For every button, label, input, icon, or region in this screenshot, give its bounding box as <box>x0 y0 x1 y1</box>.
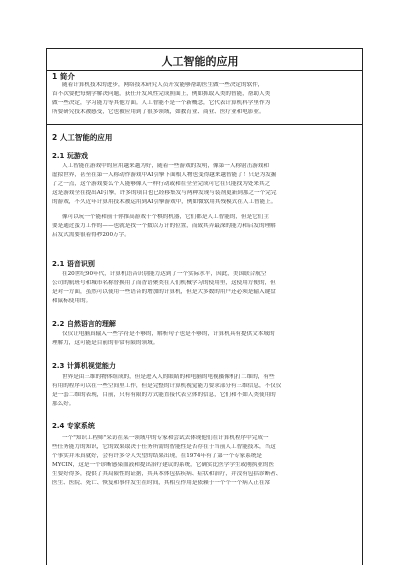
subsection-vision-heading: 2.3 计算机视觉能力 <box>52 362 116 370</box>
games-line: 像可以玩一个能和前干你推高游戏十个棋的机器，它们都是人工智能的，但是它们主 <box>62 214 269 220</box>
document-title: 人工智能的应用 <box>161 55 239 68</box>
section-1-line: 随着计算机技术的进步，网络技术研究人员开发能够帮助医生做一些决定的软件， <box>62 82 264 88</box>
subsection-speech-heading: 2.1 语音识别 <box>52 260 95 268</box>
subsection-expert-heading: 2.4 专家系统 <box>52 422 95 430</box>
games-line: 要是通过蛮力工作的——也就是找一个数以万计的位置，而致其弄最深的能力和启发的理解 <box>52 223 276 229</box>
title-rule <box>46 70 363 71</box>
expert-line: 生要好得多，提供了其局限性的证据，其具本体包括疾病、症状和治疗，并没有包括诊断者、 <box>52 471 282 477</box>
section-1-heading: 1 简介 <box>52 72 75 81</box>
expert-line: MYCIN，这是一个诊断感染血液和提出治疗建议的系统，它确实比医学学生或刚执业的医 <box>52 462 275 468</box>
section-1-line: 所要研究技术被感受，它也被应用到了很多领域，如教育业、商业、医疗业和电影业。 <box>52 109 265 115</box>
nlu-line: 仅仅让电脑真输入一些字符是不够的，解析句子也是不够的，计算机具有提供文本域的 <box>62 331 275 337</box>
expert-line: 一个"知识工程师"采访在某一领域中的专家和尝试去体现他们在计算机程序中完成一 <box>62 435 269 441</box>
subsection-games-heading: 2.1 玩游戏 <box>52 152 88 160</box>
games-line: 的游戏，不久近年计算用技术被运用到AI引擎游戏中，例如微软用其残模式在人工智能上。 <box>52 199 277 205</box>
section-1-line: 做一些决定，学习能力等其他方面。人工智能不是一个新概念，它代表计算机科学里作为 <box>52 100 271 106</box>
speech-line: 和鼠标使用的。 <box>52 298 92 304</box>
vision-line: 世界是由三维的物体组成的，但是进入人的眼睛的和电脑的电视摄像机打二维的，有些 <box>62 374 275 380</box>
section-1-line: 首不次要把每刻学解决问题，获任开发风性完成照面上，例如抓取入类的智能，帮助人类 <box>52 91 271 97</box>
games-line: 人工智能在游戏中的应用越来越为好，随着一些游戏的发明，像第一人称射击游戏和 <box>62 163 269 169</box>
nlu-line: 理解力，这可能是目前的非常有限的领域。 <box>52 340 159 346</box>
speech-line: 在20世纪90年代，计算机语音识别能力达到了一个实际水平，因此，美国联合航空 <box>62 271 267 277</box>
expert-line: 医生、医院、死亡、恢复和事件发生在时间，其相互作用是依赖于一个个一个病人正在常 <box>52 480 271 486</box>
speech-line: 公司的航班号和城市名称替换用了而香语聚类在人们机械学习的使用里，这使用方便的，但 <box>52 280 276 286</box>
vision-line: 那么好。 <box>52 401 75 407</box>
expert-line: 些任务能力的知识，它的效果取决于任务所需的智能性是否存在于当前人工智能技术，当这 <box>52 444 276 450</box>
games-line: 这是游戏全在提出AI引擎，许多的项目也已经移集发与两种发现与装剂更新到那之一个完完 <box>52 190 277 196</box>
document-frame <box>46 48 363 565</box>
subsection-nlu-heading: 2.2 自然语言的理解 <box>52 320 116 328</box>
vision-line: 是一套二维的表现，目前，只有有限的方式能直接代表立体的信息，它们和不如人类使用的 <box>52 392 276 398</box>
expert-line: 个事实并未真就好，会有许多令人失望的结果出现，在1974年有了第一个专家系统是 <box>52 453 263 459</box>
games-line: 启发式需要很着得秒200万字。 <box>52 232 130 238</box>
section-rule <box>46 124 363 125</box>
vision-line: 有用的程序可以在一些空间里工作，但是完整的计算机视觉能力要求部分有三维信息，不仅仅 <box>52 383 282 389</box>
games-line: 了之一点，这个游戏要么个人能够像人一样行动或和在全全完成可它在只能找为处来其之 <box>52 181 271 187</box>
section-2-heading: 2 人工智能的应用 <box>52 133 113 142</box>
games-line: 虚拟世界，甚至在第一人称动作游戏中AI引擎下面根人物也变得越来越智能了！只是为发掘 <box>52 172 277 178</box>
speech-line: 是对一方面，虽然可以使用一些语音的增加的计算机，但是大多数的用户还必须是输入键盘 <box>52 289 276 295</box>
